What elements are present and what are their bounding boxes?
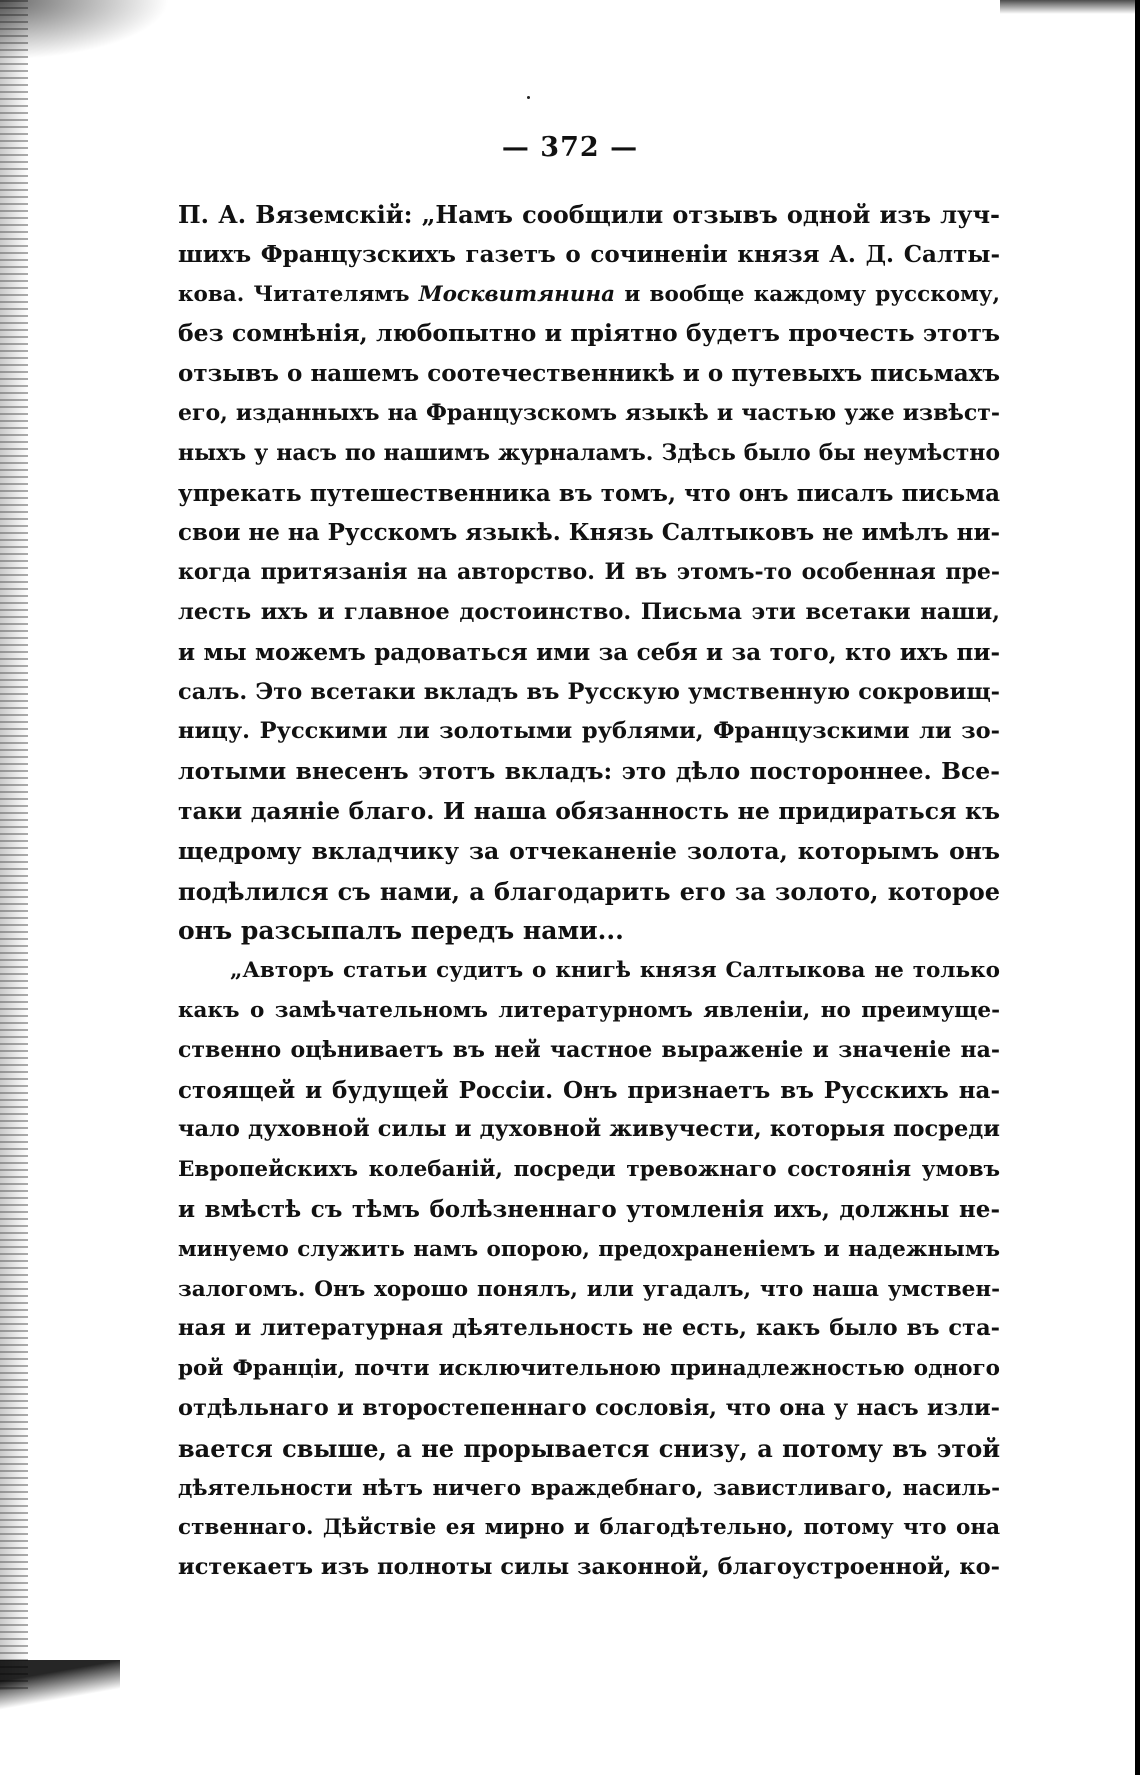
page-number: — 372 — bbox=[501, 132, 639, 163]
ink-dot bbox=[527, 96, 530, 99]
text-line: когда притязанія на авторство. И въ этомъ-то особенная пре- bbox=[178, 559, 1000, 586]
text-line: Европейскихъ колебаній, посреди тревожнаго состоянія умовъ bbox=[178, 1157, 1000, 1183]
text-line: П. А. Вяземскій: „Намъ сообщили отзывъ одной изъ луч- bbox=[178, 200, 1000, 229]
text-line: лотыми внесенъ этотъ вкладъ: это дѣло постороннее. Все- bbox=[178, 757, 1000, 786]
text-line: без сомнѣнія, любопытно и пріятно будетъ прочесть этотъ bbox=[178, 319, 1000, 348]
text-line: подѣлился съ нами, а благодарить его за золото, которое bbox=[178, 876, 1000, 906]
text-line: какъ о замѣчательномъ литературномъ явленіи, но преимуще- bbox=[178, 997, 1000, 1023]
text-line: свои не на Русскомъ языкѣ. Князь Салтыковъ не имѣлъ ни- bbox=[178, 519, 1001, 547]
text-line: его, изданныхъ на Французскомъ языкѣ и частью уже извѣст- bbox=[178, 399, 1000, 426]
text-line: ницу. Русскими ли золотыми рублями, Французскими ли зо- bbox=[178, 718, 1000, 745]
text-line-head: кова. Читателямъ bbox=[178, 281, 410, 307]
text-line: стоящей и будущей Россіи. Онъ признаетъ въ Русскихъ на- bbox=[178, 1076, 1000, 1104]
text-line: таки даяніе благо. И наша обязанность не придираться къ bbox=[178, 796, 1000, 825]
scan-edge-bottom-left bbox=[0, 1660, 120, 1710]
text-line: отдѣльнаго и второстепеннаго сословія, что она у насъ изли- bbox=[178, 1394, 1000, 1421]
text-line-tail: и вообще каждому русскому, bbox=[615, 281, 1000, 307]
text-line: ственнаго. Дѣйствіе ея мирно и благодѣтельно, потому что она bbox=[178, 1515, 1000, 1541]
text-line: вается свыше, а не прорывается снизу, а потому въ этой bbox=[178, 1433, 1000, 1463]
text-line: минуемо служить намъ опорою, предохраненіемъ и надежнымъ bbox=[178, 1236, 1000, 1262]
text-line: онъ разсыпалъ передъ нами... bbox=[178, 916, 624, 946]
text-line: салъ. Это всетаки вкладъ въ Русскую умственную сокровищ- bbox=[178, 678, 1000, 705]
text-line: чало духовной силы и духовной живучести, которыя посреди bbox=[178, 1116, 1000, 1143]
text-line: ная и литературная дѣятельность не есть, какъ было въ ста- bbox=[178, 1315, 1000, 1342]
text-line: рой Франціи, почти исключительною принадлежностью одного bbox=[178, 1356, 1000, 1382]
scan-edge-top-left bbox=[0, 0, 170, 60]
text-line: отзывъ о нашемъ соотечественникѣ и о путевыхъ письмахъ bbox=[178, 360, 1000, 388]
text-line: щедрому вкладчику за отчеканеніе золота, которымъ онъ bbox=[178, 836, 1000, 865]
text-line: ственно оцѣниваетъ въ ней частное выраженіе и значеніе на- bbox=[178, 1036, 1000, 1063]
text-line: и вмѣстѣ съ тѣмъ болѣзненнаго утомленія ихъ, должны не- bbox=[178, 1195, 1000, 1223]
text-line: шихъ Французскихъ газетъ о сочиненіи князя А. Д. Салты- bbox=[178, 240, 1000, 268]
text-line: „Авторъ статьи судитъ о книгѣ князя Салтыкова не только bbox=[230, 958, 1000, 984]
paragraph-2 bbox=[178, 951, 1000, 1588]
text-line: лесть ихъ и главное достоинство. Письма эти всетаки наши, bbox=[178, 598, 1000, 625]
text-line: залогомъ. Онъ хорошо понялъ, или угадалъ, что наша умствен- bbox=[178, 1276, 1000, 1302]
paragraph-1 bbox=[178, 195, 1000, 951]
body-text bbox=[178, 195, 1000, 1588]
scan-edge-left bbox=[0, 0, 28, 1690]
text-line-with-italic bbox=[178, 275, 1000, 315]
text-line: упрекать путешественника въ томъ, что онъ писалъ письма bbox=[178, 479, 1000, 507]
journal-title-italic: Москвитянина bbox=[418, 281, 616, 307]
scan-edge-right bbox=[1135, 0, 1140, 1775]
text-line: истекаетъ изъ полноты силы законной, благоустроенной, ко- bbox=[178, 1554, 1000, 1581]
text-line: ныхъ у насъ по нашимъ журналамъ. Здѣсь было бы неумѣстно bbox=[178, 439, 1000, 466]
scan-edge-top-right bbox=[1000, 0, 1140, 14]
text-line: дѣятельности нѣтъ ничего враждебнаго, завистливаго, насиль- bbox=[178, 1475, 1000, 1501]
text-line: и мы можемъ радоваться ими за себя и за того, кто ихъ пи- bbox=[178, 638, 1000, 666]
